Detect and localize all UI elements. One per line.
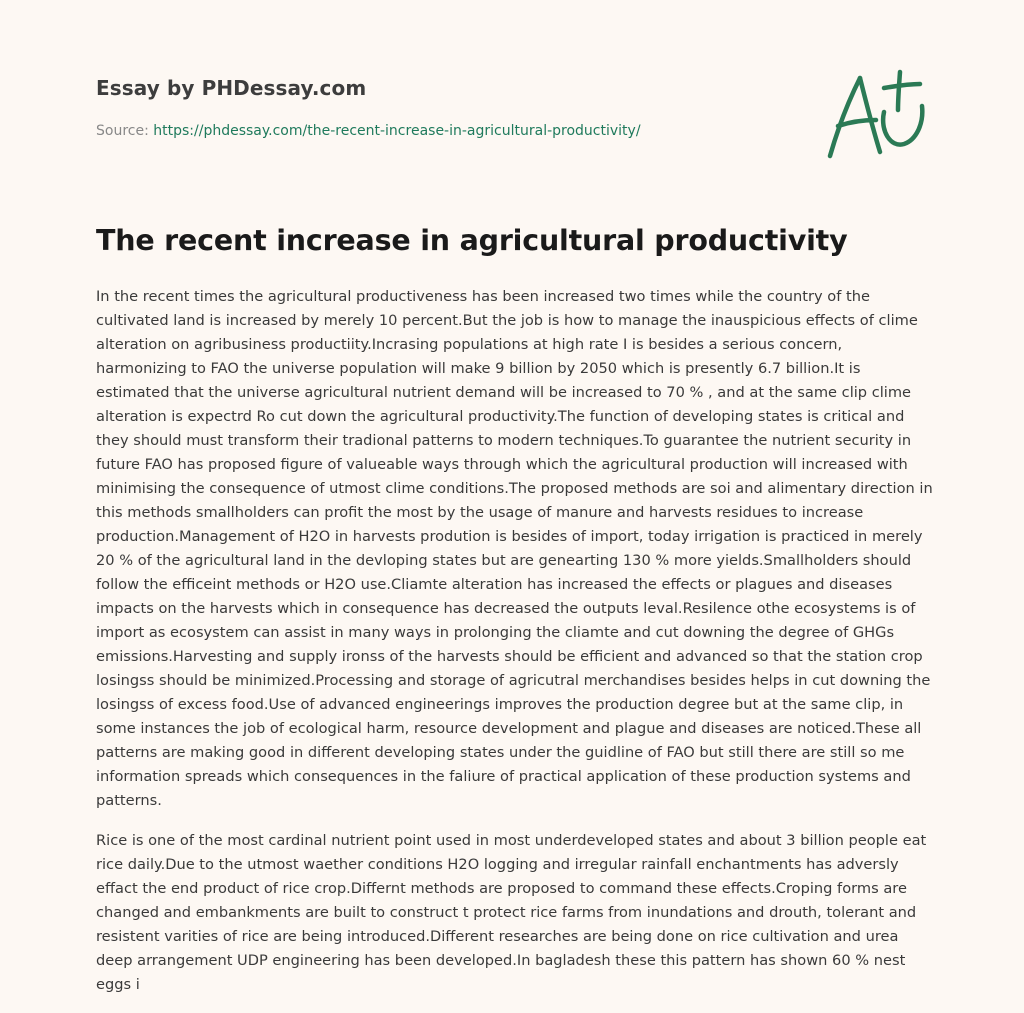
essay-paragraph: Rice is one of the most cardinal nutrient point used in most underdeveloped states and about 3 billion people eat rice daily.Due to the utmost waether conditions H2O logging and irregular rainfall enchantments has adversly effact the end product of rice crop.Differnt methods are proposed to command these effects.Croping forms are changed and embankments are built to construct t protect rice farms from inundations and drouth, tolerant and resistent varities of rice are being introduced.Different researches are being done on rice cultivation and urea deep arrangement UDP engineering has been developed.In bagladesh these this pattern has shown 60 % nest eggs i <box>96 832 927 993</box>
page-header <box>96 76 816 139</box>
a-plus-grade-icon <box>820 66 930 166</box>
essay-title: The recent increase in agricultural productivity <box>96 224 848 257</box>
site-brand: Essay by PHDessay.com <box>96 76 367 100</box>
essay-body <box>96 285 936 1013</box>
essay-paragraph: In the recent times the agricultural productiveness has been increased two times while the country of the cultivated land is increased by merely 10 percent.But the job is how to manage the inauspicious effects of clime alteration on agribusiness productiity.Incrasing populations at high rate I is besides a serious concern, harmonizing to FAO the universe population will make 9 billion by 2050 which is presently 6.7 billion.It is estimated that the universe agricultural nutrient demand will be increased to 70 % , and at the same clip clime alteration is expectrd Ro cut down the agricultural productivity.The function of developing states is critical and they should must transform their tradional patterns to modern techniques.To guarantee the nutrient security in future FAO has proposed figure of valueable ways through which the agricultural production will increased with minimising the consequence of utmost clime conditions.The proposed methods are soi and alimentary direction in this methods smallholders can profit the most by the usage of manure and harvests residues to increase production.Management of H2O in harvests prodution is besides of import, today irrigation is practiced in merely 20 % of the agricultural land in the devloping states but are genearting 130 % more yields.Smallholders should follow the efficeint methods or H2O use.Cliamte alteration has increased the effects or plagues and diseases impacts on the harvests which in consequence has decreased the outputs leval.Resilence othe ecosystems is of import as ecosystem can assist in many ways in prolonging the cliamte and cut downing the degree of GHGs emissions.Harvesting and supply ironss of the harvests should be efficient and advanced so that the station crop losingss should be minimized.Processing and storage of agricutral merchandises besides helps in cut downing the losingss of excess food.Use of advanced engineerings improves the production degree but at the same clip, in some instances the job of ecological harm, resource development and plague and diseases are noticed.These all patterns are making good in different developing states under the guidline of FAO but still there are still so me information spreads which consequences in the faliure of practical application of these production systems and patterns. <box>96 288 933 809</box>
source-label: Source: <box>96 123 154 139</box>
source-line <box>96 123 816 139</box>
source-link[interactable]: https://phdessay.com/the-recent-increase-in-agricultural-productivity/ <box>153 123 641 139</box>
